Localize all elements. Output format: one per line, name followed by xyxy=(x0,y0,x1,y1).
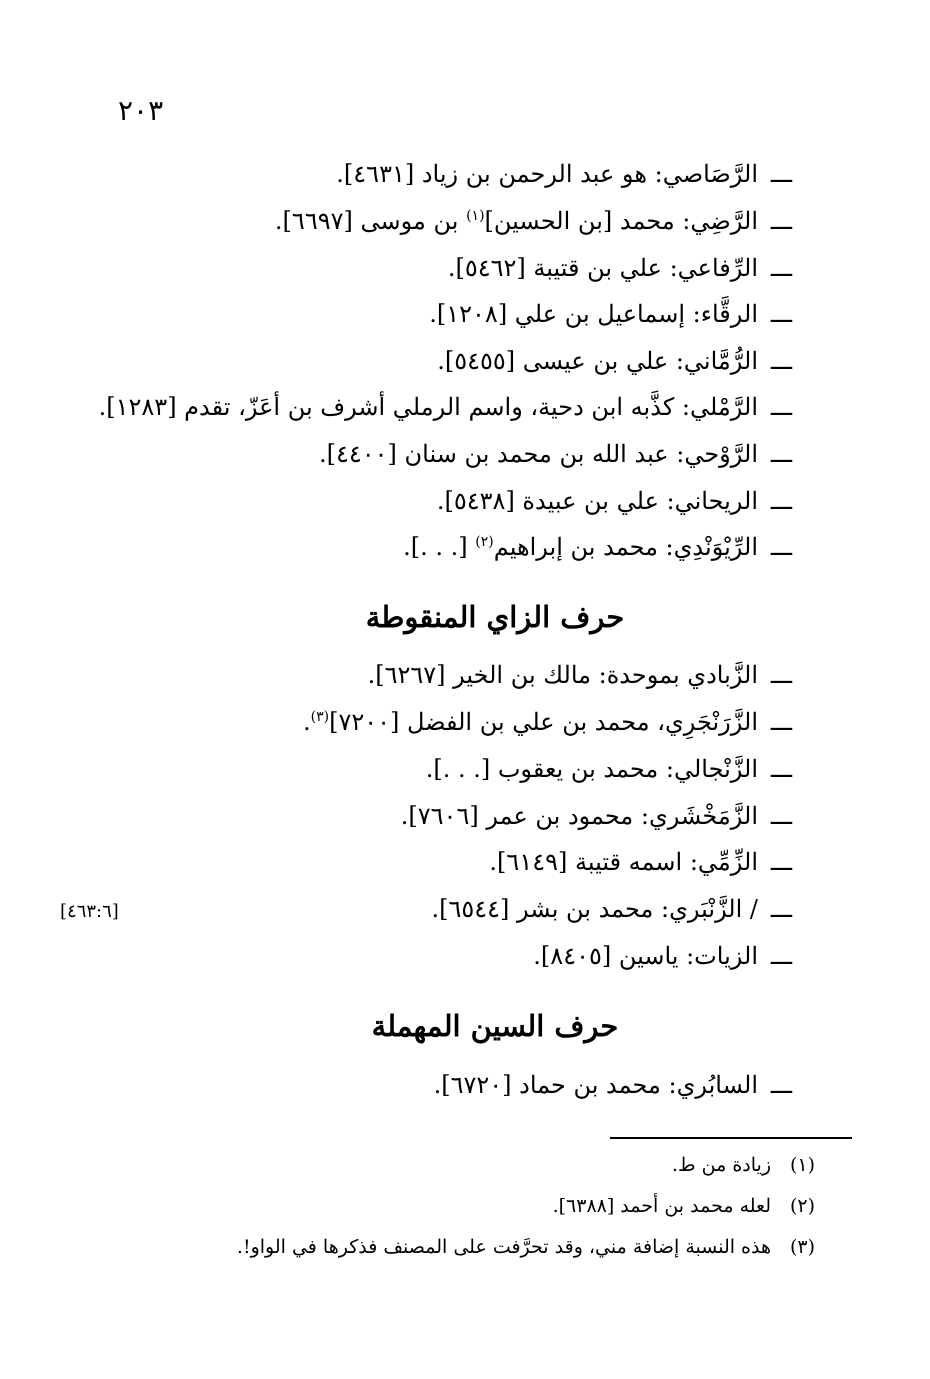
entry-riwandi xyxy=(403,533,792,561)
footnote-2 xyxy=(553,1195,815,1217)
entry-tail: [. . .]. xyxy=(403,533,476,561)
entry-text: الزَّرَنْجَرِي، محمد بن علي بن الفضل [٧٢٠٠] xyxy=(329,708,758,736)
footnote-number: (١) xyxy=(789,1154,815,1176)
entry-zaranjari xyxy=(303,708,792,736)
entry-zanjali xyxy=(426,755,792,783)
entry-text: الرَّمْلي: كذَّبه ابن دحية، واسم الرملي أشرف بن أعَزّ، تقدم [١٢٨٣]. xyxy=(98,393,758,421)
footnote-text: لعله محمد بن أحمد [٦٣٨٨]. xyxy=(552,1195,771,1217)
page-number: ٢٠٣ xyxy=(118,94,164,127)
footnote-number: (٣) xyxy=(789,1236,815,1258)
entry-dash: ـــ xyxy=(770,755,792,783)
section-heading-zay: حرف الزاي المنقوطة xyxy=(365,600,625,634)
entry-text: الريحاني: علي بن عبيدة [٥٤٣٨]. xyxy=(436,487,758,515)
entry-text: الرِّيْوَنْدِي: محمد بن إبراهيم xyxy=(493,533,758,561)
footnote-text: زيادة من ط. xyxy=(672,1154,771,1176)
entry-text: الزيات: ياسين [٨٤٠٥]. xyxy=(533,942,758,970)
entry-dash: ـــ xyxy=(770,254,792,282)
footnote-3 xyxy=(237,1236,815,1258)
entry-dash: ـــ xyxy=(770,708,792,736)
entry-text: الزِّمِّي: اسمه قتيبة [٦١٤٩]. xyxy=(489,848,758,876)
entry-text: الزَّنْجالي: محمد بن يعقوب [. . .]. xyxy=(425,755,758,783)
footnote-number: (٢) xyxy=(789,1195,815,1217)
entry-zayyat xyxy=(533,942,792,970)
entry-zabadi xyxy=(368,661,792,689)
entry-dash: ـــ xyxy=(770,895,792,923)
entry-dash: ـــ xyxy=(770,487,792,515)
entry-text: الرُّمَّاني: علي بن عيسى [٥٤٥٥]. xyxy=(437,347,758,375)
footnote-1 xyxy=(672,1154,815,1176)
entry-dash: ـــ xyxy=(770,533,792,561)
entry-text: الرَّضِي: محمد [بن الحسين] xyxy=(484,207,758,235)
entry-text: الرَّوْحي: عبد الله بن محمد بن سنان [٤٤٠٠]. xyxy=(318,440,758,468)
entry-tail: بن موسى [٦٦٩٧]. xyxy=(274,207,467,235)
footnote-separator xyxy=(610,1137,852,1139)
entry-rawhi xyxy=(319,440,792,468)
entry-rasasi xyxy=(336,160,792,188)
entry-text: الرَّصَاصي: هو عبد الرحمن بن زياد [٤٦٣١]. xyxy=(336,160,758,188)
entry-dash: ـــ xyxy=(770,661,792,689)
entry-dash: ـــ xyxy=(770,160,792,188)
entry-dash: ـــ xyxy=(770,1071,792,1099)
footnote-marker: (٣) xyxy=(310,709,330,725)
entry-dash: ـــ xyxy=(770,802,792,830)
entry-dash: ـــ xyxy=(770,207,792,235)
entry-radi xyxy=(275,207,792,235)
entry-rayhani xyxy=(437,487,792,515)
entry-dash: ـــ xyxy=(770,942,792,970)
footnote-marker: (١) xyxy=(466,208,485,224)
entry-text: / الزَّنْبَري: محمد بن بشر [٦٥٤٤]. xyxy=(431,895,758,923)
entry-rifai xyxy=(448,254,792,282)
entry-text: الزَّبادي بموحدة: مالك بن الخير [٦٢٦٧]. xyxy=(367,661,758,689)
entry-raqqa xyxy=(429,300,792,328)
entry-ramli xyxy=(99,393,792,421)
entry-tail: . xyxy=(302,708,311,736)
entry-dash: ـــ xyxy=(770,300,792,328)
entry-text: الزَّمَخْشَري: محمود بن عمر [٧٦٠٦]. xyxy=(400,802,758,830)
entry-saburi xyxy=(434,1071,792,1099)
entry-zanbari xyxy=(431,895,792,923)
footnote-marker: (٢) xyxy=(475,534,494,550)
entry-text: الرقَّاء: إسماعيل بن علي [١٢٠٨]. xyxy=(429,300,758,328)
entry-text: السابُري: محمد بن حماد [٦٧٢٠]. xyxy=(433,1071,758,1099)
entry-dash: ـــ xyxy=(770,440,792,468)
entry-rummani xyxy=(437,347,792,375)
entry-dash: ـــ xyxy=(770,848,792,876)
entry-dash: ـــ xyxy=(770,393,792,421)
section-heading-sin: حرف السين المهملة xyxy=(371,1009,619,1043)
entry-zamakhshari xyxy=(401,802,792,830)
entry-zimmi xyxy=(489,848,792,876)
entry-text: الرِّفاعي: علي بن قتيبة [٥٤٦٢]. xyxy=(447,254,758,282)
footnote-text: هذه النسبة إضافة مني، وقد تحرَّفت على المصنف فذكرها في الواو!. xyxy=(236,1236,771,1258)
entry-dash: ـــ xyxy=(770,347,792,375)
margin-reference: [٤٦٣:٦] xyxy=(60,901,119,922)
